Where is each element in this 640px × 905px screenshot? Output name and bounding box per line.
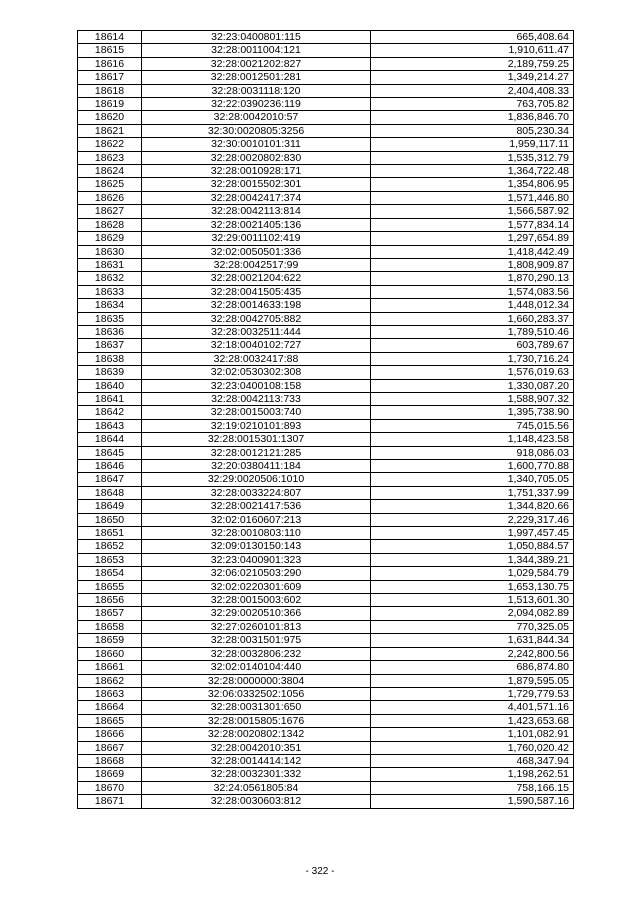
cadastral-number-cell: 32:28:0010928:171 (142, 165, 371, 178)
amount-cell: 805,230.34 (371, 124, 574, 137)
cadastral-number-cell: 32:28:0032806:232 (142, 647, 371, 660)
cadastral-number-cell: 32:28:0014633:198 (142, 299, 371, 312)
cadastral-number-cell: 32:28:0012121:285 (142, 446, 371, 459)
table-row (78, 258, 574, 271)
row-number-cell: 18618 (78, 84, 142, 97)
row-number-cell: 18641 (78, 392, 142, 405)
row-number-cell: 18665 (78, 714, 142, 727)
row-number-cell: 18651 (78, 527, 142, 540)
cadastral-number-cell: 32:28:0032301:332 (142, 768, 371, 781)
table-row (78, 500, 574, 513)
amount-cell: 1,577,834.14 (371, 218, 574, 231)
data-table (77, 30, 574, 809)
row-number-cell: 18624 (78, 165, 142, 178)
amount-cell: 1,870,290.13 (371, 272, 574, 285)
amount-cell: 1,631,844.34 (371, 634, 574, 647)
table-row (78, 245, 574, 258)
row-number-cell: 18653 (78, 553, 142, 566)
amount-cell: 1,354,806.95 (371, 178, 574, 191)
table-row (78, 527, 574, 540)
table-row (78, 71, 574, 84)
cadastral-number-cell: 32:02:0140104:440 (142, 661, 371, 674)
row-number-cell: 18652 (78, 540, 142, 553)
amount-cell: 1,571,446.80 (371, 191, 574, 204)
table-row (78, 567, 574, 580)
amount-cell: 1,395,738.90 (371, 406, 574, 419)
row-number-cell: 18633 (78, 285, 142, 298)
amount-cell: 1,418,442.49 (371, 245, 574, 258)
cadastral-number-cell: 32:28:0021204:622 (142, 272, 371, 285)
amount-cell: 1,330,087.20 (371, 379, 574, 392)
cadastral-number-cell: 32:28:0031501:975 (142, 634, 371, 647)
row-number-cell: 18614 (78, 31, 142, 44)
table-row (78, 392, 574, 405)
table-row (78, 165, 574, 178)
table-row (78, 607, 574, 620)
cadastral-number-cell: 32:28:0041505:435 (142, 285, 371, 298)
amount-cell: 2,094,082.89 (371, 607, 574, 620)
table-row (78, 124, 574, 137)
table-row (78, 272, 574, 285)
cadastral-number-cell: 32:28:0015003:602 (142, 594, 371, 607)
table-row (78, 138, 574, 151)
table-row (78, 379, 574, 392)
amount-cell: 1,730,716.24 (371, 352, 574, 365)
cadastral-number-cell: 32:28:0031301:650 (142, 701, 371, 714)
table-row (78, 620, 574, 633)
row-number-cell: 18650 (78, 513, 142, 526)
row-number-cell: 18660 (78, 647, 142, 660)
table-row (78, 674, 574, 687)
row-number-cell: 18645 (78, 446, 142, 459)
cadastral-number-cell: 32:28:0042517:99 (142, 258, 371, 271)
amount-cell: 1,808,909.87 (371, 258, 574, 271)
row-number-cell: 18666 (78, 728, 142, 741)
amount-cell: 1,789,510.46 (371, 325, 574, 338)
amount-cell: 1,340,705.05 (371, 473, 574, 486)
row-number-cell: 18621 (78, 124, 142, 137)
amount-cell: 1,148,423.58 (371, 433, 574, 446)
cadastral-number-cell: 32:28:0011004:121 (142, 44, 371, 57)
row-number-cell: 18634 (78, 299, 142, 312)
amount-cell: 4,401,571.16 (371, 701, 574, 714)
table-row (78, 741, 574, 754)
row-number-cell: 18616 (78, 57, 142, 70)
table-row (78, 31, 574, 44)
cadastral-number-cell: 32:23:0400801:115 (142, 31, 371, 44)
table-row (78, 352, 574, 365)
page-number: - 322 - (305, 866, 335, 877)
cadastral-number-cell: 32:28:0010803:110 (142, 527, 371, 540)
table-row (78, 486, 574, 499)
table-row (78, 647, 574, 660)
amount-cell: 1,050,884.57 (371, 540, 574, 553)
amount-cell: 1,760,020.42 (371, 741, 574, 754)
cadastral-number-cell: 32:28:0015003:740 (142, 406, 371, 419)
amount-cell: 1,423,653.68 (371, 714, 574, 727)
row-number-cell: 18663 (78, 687, 142, 700)
amount-cell: 1,566,587.92 (371, 205, 574, 218)
table-row (78, 661, 574, 674)
cadastral-number-cell: 32:30:0010101:311 (142, 138, 371, 151)
row-number-cell: 18643 (78, 419, 142, 432)
cadastral-number-cell: 32:28:0015301:1307 (142, 433, 371, 446)
row-number-cell: 18623 (78, 151, 142, 164)
table-row (78, 553, 574, 566)
cadastral-number-cell: 32:28:0042113:814 (142, 205, 371, 218)
table-row (78, 446, 574, 459)
table-row (78, 687, 574, 700)
table-row (78, 218, 574, 231)
amount-cell: 1,364,722.48 (371, 165, 574, 178)
cadastral-number-cell: 32:19:0210101:893 (142, 419, 371, 432)
cadastral-number-cell: 32:29:0020510:366 (142, 607, 371, 620)
row-number-cell: 18642 (78, 406, 142, 419)
cadastral-number-cell: 32:02:0220301:609 (142, 580, 371, 593)
table-row (78, 366, 574, 379)
amount-cell: 1,576,019.63 (371, 366, 574, 379)
table-row (78, 580, 574, 593)
table-row (78, 406, 574, 419)
cadastral-number-cell: 32:28:0042113:733 (142, 392, 371, 405)
table-row (78, 84, 574, 97)
table-row (78, 433, 574, 446)
row-number-cell: 18647 (78, 473, 142, 486)
amount-cell: 1,101,082.91 (371, 728, 574, 741)
table-row (78, 299, 574, 312)
amount-cell: 2,189,759.25 (371, 57, 574, 70)
table-row (78, 781, 574, 794)
amount-cell: 1,959,117.11 (371, 138, 574, 151)
row-number-cell: 18661 (78, 661, 142, 674)
cadastral-number-cell: 32:28:0032511:444 (142, 325, 371, 338)
amount-cell: 603,789.67 (371, 339, 574, 352)
amount-cell: 2,242,800.56 (371, 647, 574, 660)
cadastral-number-cell: 32:20:0380411:184 (142, 460, 371, 473)
row-number-cell: 18656 (78, 594, 142, 607)
data-table-container (77, 30, 574, 809)
cadastral-number-cell: 32:28:0014414:142 (142, 754, 371, 767)
cadastral-number-cell: 32:28:0032417:88 (142, 352, 371, 365)
table-row (78, 151, 574, 164)
cadastral-number-cell: 32:28:0021417:536 (142, 500, 371, 513)
amount-cell: 468,347.94 (371, 754, 574, 767)
amount-cell: 665,408.64 (371, 31, 574, 44)
table-row (78, 714, 574, 727)
table-row (78, 634, 574, 647)
row-number-cell: 18662 (78, 674, 142, 687)
amount-cell: 1,574,083.56 (371, 285, 574, 298)
cadastral-number-cell: 32:06:0332502:1056 (142, 687, 371, 700)
amount-cell: 2,404,408.33 (371, 84, 574, 97)
row-number-cell: 18664 (78, 701, 142, 714)
amount-cell: 745,015.56 (371, 419, 574, 432)
row-number-cell: 18640 (78, 379, 142, 392)
table-row (78, 701, 574, 714)
cadastral-number-cell: 32:27:0260101:813 (142, 620, 371, 633)
amount-cell: 1,910,611.47 (371, 44, 574, 57)
cadastral-number-cell: 32:28:0030603:812 (142, 795, 371, 808)
table-row (78, 728, 574, 741)
table-row (78, 232, 574, 245)
table-row (78, 768, 574, 781)
table-row (78, 513, 574, 526)
table-row (78, 419, 574, 432)
cadastral-number-cell: 32:02:0530302:308 (142, 366, 371, 379)
table-body (78, 31, 574, 809)
cadastral-number-cell: 32:30:0020805:3256 (142, 124, 371, 137)
cadastral-number-cell: 32:22:0390236:119 (142, 98, 371, 111)
row-number-cell: 18644 (78, 433, 142, 446)
row-number-cell: 18637 (78, 339, 142, 352)
row-number-cell: 18646 (78, 460, 142, 473)
amount-cell: 1,751,337.99 (371, 486, 574, 499)
row-number-cell: 18655 (78, 580, 142, 593)
table-row (78, 339, 574, 352)
amount-cell: 918,086.03 (371, 446, 574, 459)
table-row (78, 98, 574, 111)
row-number-cell: 18632 (78, 272, 142, 285)
amount-cell: 1,448,012.34 (371, 299, 574, 312)
table-row (78, 178, 574, 191)
row-number-cell: 18628 (78, 218, 142, 231)
row-number-cell: 18638 (78, 352, 142, 365)
cadastral-number-cell: 32:29:0011102:419 (142, 232, 371, 245)
amount-cell: 770,325.05 (371, 620, 574, 633)
table-row (78, 191, 574, 204)
table-row (78, 325, 574, 338)
cadastral-number-cell: 32:28:0020802:830 (142, 151, 371, 164)
cadastral-number-cell: 32:28:0000000:3804 (142, 674, 371, 687)
amount-cell: 1,653,130.75 (371, 580, 574, 593)
amount-cell: 1,590,587.16 (371, 795, 574, 808)
table-row (78, 57, 574, 70)
amount-cell: 1,513,601.30 (371, 594, 574, 607)
cadastral-number-cell: 32:28:0031118:120 (142, 84, 371, 97)
table-row (78, 460, 574, 473)
amount-cell: 763,705.82 (371, 98, 574, 111)
amount-cell: 1,535,312.79 (371, 151, 574, 164)
row-number-cell: 18617 (78, 71, 142, 84)
cadastral-number-cell: 32:23:0400108:158 (142, 379, 371, 392)
cadastral-number-cell: 32:29:0020506:1010 (142, 473, 371, 486)
amount-cell: 1,198,262.51 (371, 768, 574, 781)
row-number-cell: 18626 (78, 191, 142, 204)
cadastral-number-cell: 32:28:0015805:1676 (142, 714, 371, 727)
row-number-cell: 18657 (78, 607, 142, 620)
row-number-cell: 18622 (78, 138, 142, 151)
row-number-cell: 18635 (78, 312, 142, 325)
row-number-cell: 18667 (78, 741, 142, 754)
cadastral-number-cell: 32:09:0130150:143 (142, 540, 371, 553)
table-row (78, 795, 574, 808)
table-row (78, 312, 574, 325)
row-number-cell: 18669 (78, 768, 142, 781)
cadastral-number-cell: 32:28:0020802:1342 (142, 728, 371, 741)
amount-cell: 1,997,457.45 (371, 527, 574, 540)
table-row (78, 44, 574, 57)
row-number-cell: 18631 (78, 258, 142, 271)
cadastral-number-cell: 32:28:0033224:807 (142, 486, 371, 499)
cadastral-number-cell: 32:28:0021202:827 (142, 57, 371, 70)
amount-cell: 1,729,779.53 (371, 687, 574, 700)
row-number-cell: 18629 (78, 232, 142, 245)
amount-cell: 1,660,283.37 (371, 312, 574, 325)
cadastral-number-cell: 32:28:0042010:57 (142, 111, 371, 124)
amount-cell: 1,344,389.21 (371, 553, 574, 566)
row-number-cell: 18659 (78, 634, 142, 647)
amount-cell: 686,874.80 (371, 661, 574, 674)
cadastral-number-cell: 32:28:0042705:882 (142, 312, 371, 325)
row-number-cell: 18649 (78, 500, 142, 513)
cadastral-number-cell: 32:06:0210503:290 (142, 567, 371, 580)
row-number-cell: 18639 (78, 366, 142, 379)
cadastral-number-cell: 32:28:0021405:136 (142, 218, 371, 231)
amount-cell: 758,166.15 (371, 781, 574, 794)
amount-cell: 1,879,595.05 (371, 674, 574, 687)
amount-cell: 1,588,907.32 (371, 392, 574, 405)
table-row (78, 473, 574, 486)
cadastral-number-cell: 32:28:0015502:301 (142, 178, 371, 191)
cadastral-number-cell: 32:28:0012501:281 (142, 71, 371, 84)
row-number-cell: 18654 (78, 567, 142, 580)
row-number-cell: 18658 (78, 620, 142, 633)
amount-cell: 1,029,584.79 (371, 567, 574, 580)
table-row (78, 285, 574, 298)
row-number-cell: 18625 (78, 178, 142, 191)
table-row (78, 540, 574, 553)
row-number-cell: 18630 (78, 245, 142, 258)
amount-cell: 1,600,770.88 (371, 460, 574, 473)
row-number-cell: 18615 (78, 44, 142, 57)
table-row (78, 754, 574, 767)
row-number-cell: 18668 (78, 754, 142, 767)
row-number-cell: 18648 (78, 486, 142, 499)
row-number-cell: 18671 (78, 795, 142, 808)
cadastral-number-cell: 32:18:0040102:727 (142, 339, 371, 352)
row-number-cell: 18619 (78, 98, 142, 111)
table-row (78, 594, 574, 607)
amount-cell: 1,344,820.66 (371, 500, 574, 513)
cadastral-number-cell: 32:28:0042417:374 (142, 191, 371, 204)
cadastral-number-cell: 32:02:0050501:336 (142, 245, 371, 258)
row-number-cell: 18620 (78, 111, 142, 124)
amount-cell: 1,297,654.89 (371, 232, 574, 245)
cadastral-number-cell: 32:23:0400901:323 (142, 553, 371, 566)
amount-cell: 1,349,214.27 (371, 71, 574, 84)
table-row (78, 205, 574, 218)
cadastral-number-cell: 32:24:0561805:84 (142, 781, 371, 794)
row-number-cell: 18627 (78, 205, 142, 218)
table-row (78, 111, 574, 124)
amount-cell: 1,836,846.70 (371, 111, 574, 124)
cadastral-number-cell: 32:02:0160607:213 (142, 513, 371, 526)
cadastral-number-cell: 32:28:0042010:351 (142, 741, 371, 754)
row-number-cell: 18636 (78, 325, 142, 338)
row-number-cell: 18670 (78, 781, 142, 794)
amount-cell: 2,229,317.46 (371, 513, 574, 526)
